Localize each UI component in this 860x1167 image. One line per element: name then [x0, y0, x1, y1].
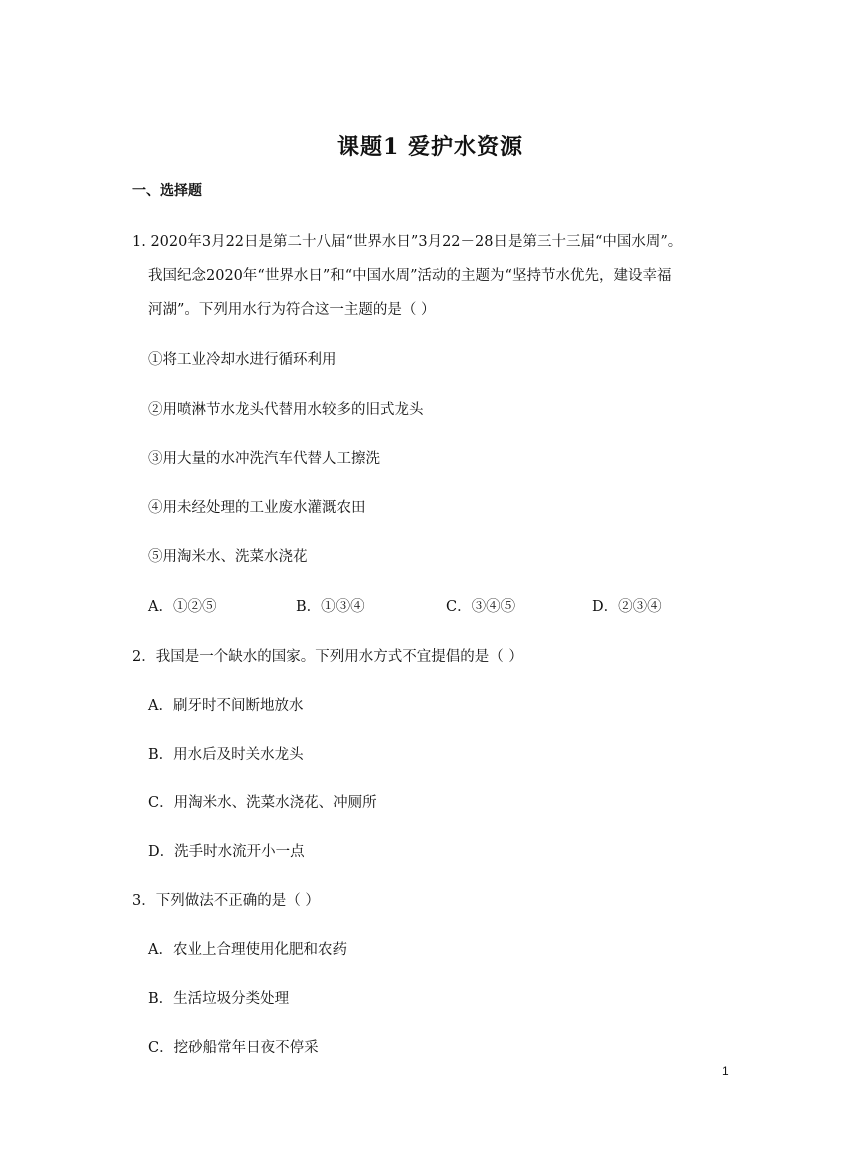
question-3-option-a: A．农业上合理使用化肥和农药 [148, 942, 347, 958]
question-3-option-c: C．挖砂船常年日夜不停采 [148, 1040, 319, 1056]
question-1-item-1: ①将工业冷却水进行循环利用 [148, 352, 337, 368]
question-1-stem-line-3: 河湖”。下列用水行为符合这一主题的是（ ） [148, 302, 436, 318]
question-1-item-3: ③用大量的水冲洗汽车代替人工擦洗 [148, 451, 380, 467]
question-1-item-2: ②用喷淋节水龙头代替用水较多的旧式龙头 [148, 402, 424, 418]
section-heading: 一、选择题 [132, 183, 202, 199]
question-2-stem: 2．我国是一个缺水的国家。下列用水方式不宜提倡的是（ ） [132, 649, 523, 665]
question-1-choice-b: B．①③④ [296, 599, 365, 615]
question-1-choice-a: A．①②⑤ [148, 599, 217, 615]
question-2-option-c: C．用淘米水、洗菜水浇花、冲厕所 [148, 795, 377, 811]
question-1-choice-d: D．②③④ [592, 599, 662, 615]
question-1-stem-line-2: 我国纪念2020年“世界水日”和“中国水周”活动的主题为“坚持节水优先，建设幸福 [148, 268, 672, 284]
question-1-item-5: ⑤用淘米水、洗菜水浇花 [148, 549, 308, 565]
question-3-option-b: B．生活垃圾分类处理 [148, 991, 290, 1007]
question-1-item-4: ④用未经处理的工业废水灌溉农田 [148, 500, 366, 516]
page-number: 1 [722, 1064, 729, 1078]
page-title: 课题1 爱护水资源 [337, 134, 523, 160]
question-2-option-a: A．刷牙时不间断地放水 [148, 698, 304, 714]
question-2-option-b: B．用水后及时关水龙头 [148, 747, 304, 763]
question-1-stem-line-1: 1. 2020年3月22日是第二十八届“世界水日”3月22－28日是第三十三届“中国水周”。 [132, 234, 683, 250]
question-3-stem: 3．下列做法不正确的是（ ） [132, 893, 320, 909]
question-2-option-d: D．洗手时水流开小一点 [148, 844, 305, 860]
question-1-choice-c: C．③④⑤ [446, 599, 516, 615]
